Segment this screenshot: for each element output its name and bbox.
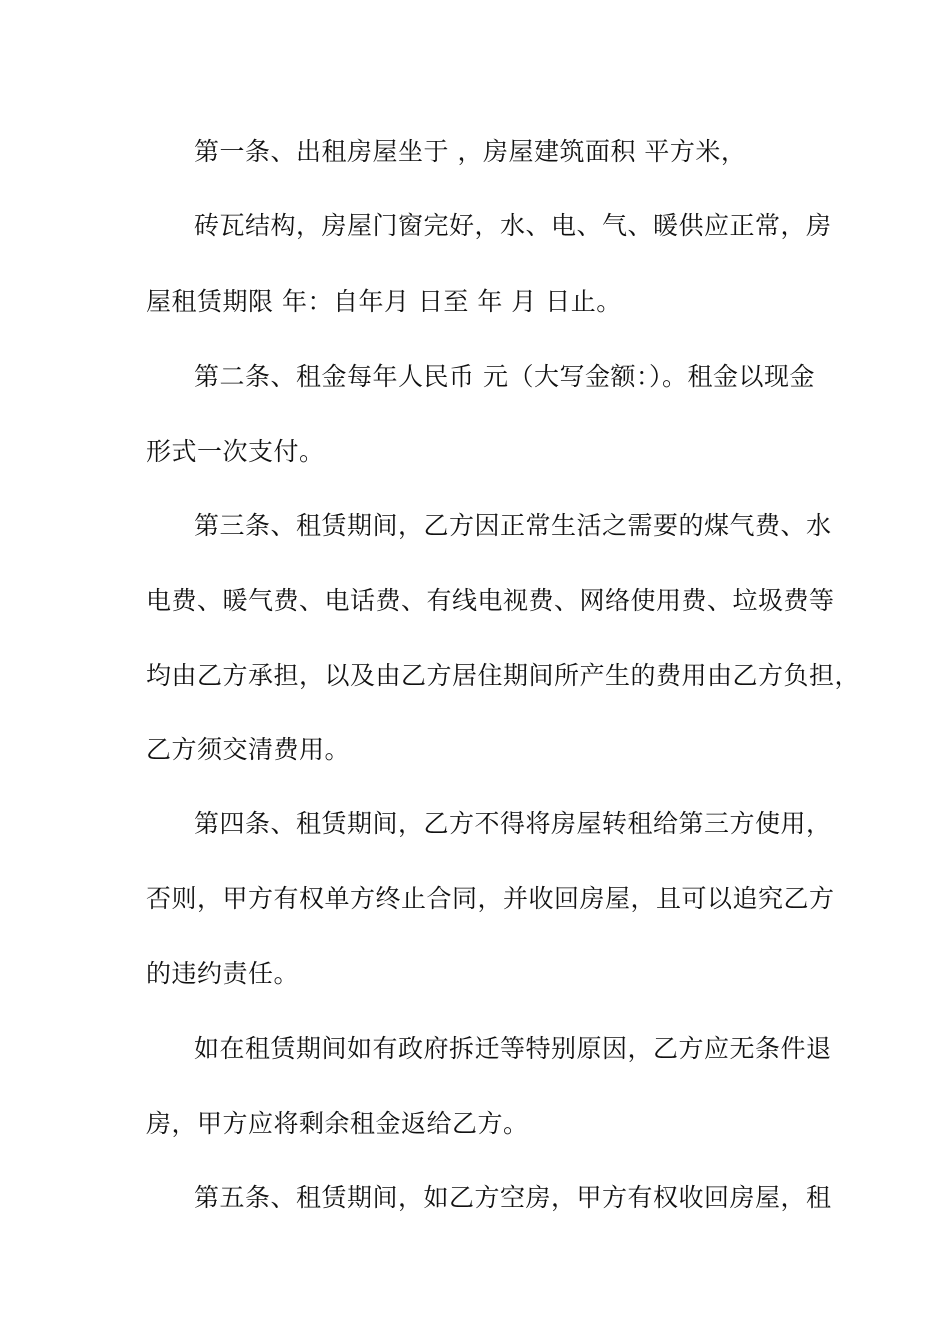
text-line: 第三条、租赁期间，乙方因正常生活之需要的煤气费、水 bbox=[194, 511, 832, 540]
text-line: 的违约责任。 bbox=[146, 959, 300, 988]
text-line: 房，甲方应将剩余租金返给乙方。 bbox=[146, 1109, 529, 1138]
text-line: 砖瓦结构，房屋门窗完好，水、电、气、暖供应正常，房 bbox=[194, 211, 832, 240]
text-line: 第一条、出租房屋坐于 ，房屋建筑面积 平方米， bbox=[194, 137, 747, 166]
text-line: 第二条、租金每年人民币 元（大写金额：）。租金以现金 bbox=[194, 362, 815, 391]
text-line: 第四条、租赁期间，乙方不得将房屋转租给第三方使用， bbox=[194, 809, 832, 838]
text-line: 乙方须交清费用。 bbox=[146, 735, 351, 764]
text-line: 电费、暖气费、电话费、有线电视费、网络使用费、垃圾费等 bbox=[146, 586, 835, 615]
text-line: 均由乙方承担，以及由乙方居住期间所产生的费用由乙方负担， bbox=[146, 661, 861, 690]
text-line: 否则，甲方有权单方终止合同，并收回房屋，且可以追究乙方 bbox=[146, 884, 835, 913]
text-line: 屋租赁期限 年：自年月 日至 年 月 日止。 bbox=[146, 287, 622, 316]
text-line: 形式一次支付。 bbox=[146, 437, 325, 466]
text-line: 第五条、租赁期间，如乙方空房，甲方有权收回房屋，租 bbox=[194, 1183, 832, 1212]
text-line: 如在租赁期间如有政府拆迁等特别原因，乙方应无条件退 bbox=[194, 1034, 832, 1063]
